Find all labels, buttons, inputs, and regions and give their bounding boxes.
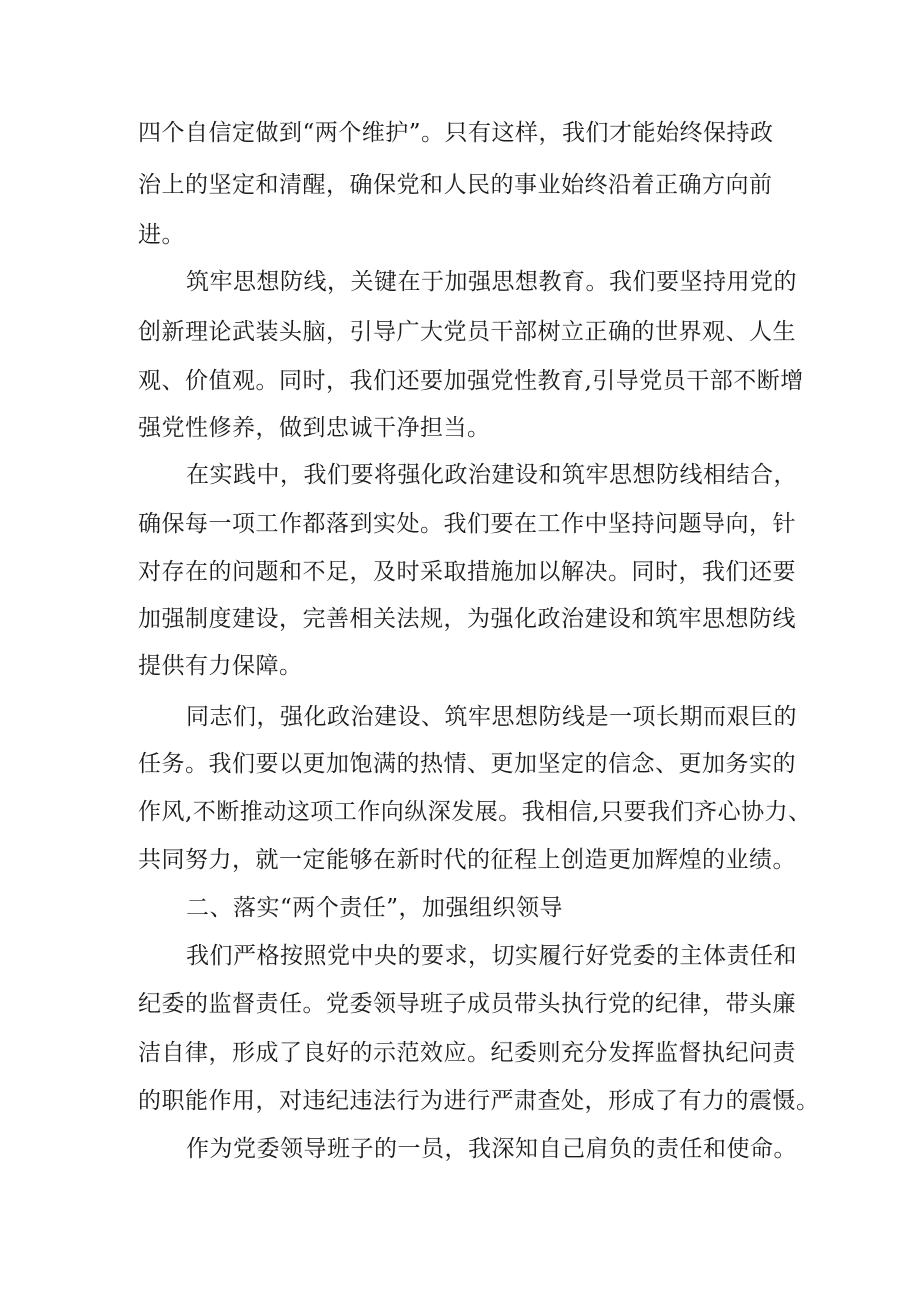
text-line: 观、价值观。同时，我们还要加强党性教育,引导党员干部不断增 [138, 368, 804, 394]
text-line: 强党性修养，做到忠诚干净担当。 [138, 415, 491, 441]
text-line: 的职能作用，对违纪违法行为进行严肃查处，形成了有力的震慑。 [138, 1088, 820, 1114]
text-line: 加强制度建设，完善相关法规，为强化政治建设和筑牢思想防线 [138, 606, 796, 632]
text-line: 任务。我们要以更加饱满的热情、更加坚定的信念、更加务实的 [138, 751, 796, 777]
text-line: 提供有力保障。 [138, 653, 303, 679]
text-line: 作风,不断推动这项工作向纵深发展。我相信,只要我们齐心协力、 [138, 799, 812, 825]
paragraph-first-line: 筑牢思想防线，关键在于加强思想教育。我们要坚持用党的 [186, 269, 797, 295]
text-line: 共同努力，就一定能够在新时代的征程上创造更加辉煌的业绩。 [138, 847, 796, 873]
text-line: 进。 [138, 222, 185, 248]
section-heading: 二、落实“两个责任”，加强组织领导 [186, 895, 564, 921]
text-line: 治上的坚定和清醒，确保党和人民的事业始终沿着正确方向前 [138, 172, 773, 198]
text-line: 对存在的问题和不足，及时采取措施加以解决。同时，我们还要 [138, 559, 796, 585]
paragraph-first-line: 我们严格按照党中央的要求，切实履行好党委的主体责任和 [186, 943, 797, 969]
text-line: 创新理论武装头脑，引导广大党员干部树立正确的世界观、人生 [138, 319, 796, 345]
paragraph-first-line: 在实践中，我们要将强化政治建设和筑牢思想防线相结合， [186, 462, 797, 488]
text-line: 纪委的监督责任。党委领导班子成员带头执行党的纪律，带头廉 [138, 991, 796, 1017]
paragraph-first-line: 作为党委领导班子的一员，我深知自己肩负的责任和使命。 [186, 1136, 797, 1162]
text-line: 确保每一项工作都落到实处。我们要在工作中坚持问题导向，针 [138, 511, 796, 537]
paragraph-first-line: 同志们，强化政治建设、筑牢思想防线是一项长期而艰巨的 [186, 704, 797, 730]
text-line: 四个自信定做到“两个维护”。只有这样，我们才能始终保持政 [138, 120, 774, 146]
text-line: 洁自律，形成了良好的示范效应。纪委则充分发挥监督执纪问责 [138, 1040, 796, 1066]
